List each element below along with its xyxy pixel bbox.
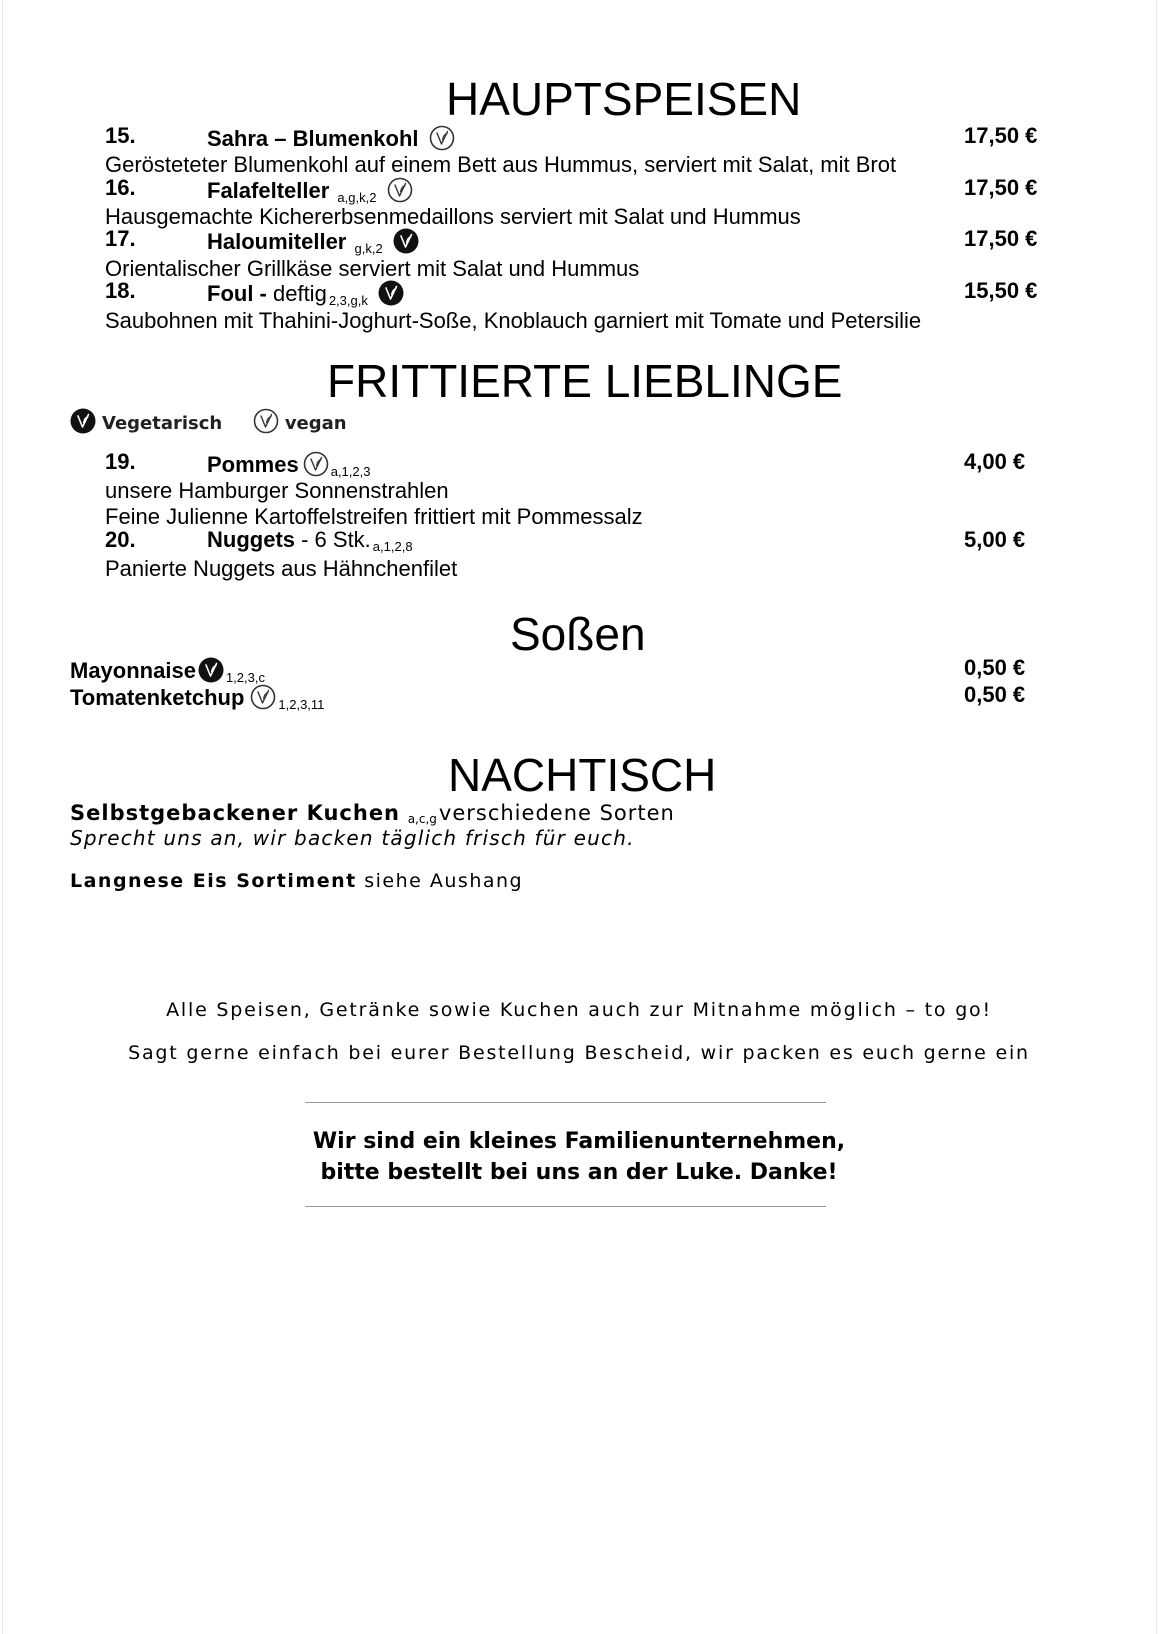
item-description: Panierte Nuggets aus Hähnchenfilet	[105, 556, 458, 581]
diet-legend	[70, 408, 347, 434]
vegetarian-icon	[198, 657, 224, 683]
sauce-item-ketchup	[0, 684, 1158, 712]
item-name-wrapper	[207, 228, 419, 255]
item-price: 5,00 €	[964, 527, 1026, 552]
eis-name: Langnese Eis Sortiment	[70, 870, 357, 892]
item-number: 20.	[105, 527, 136, 552]
item-name-wrapper	[207, 177, 413, 204]
item-price: 4,00 €	[964, 449, 1026, 474]
item-price: 15,50 €	[964, 278, 1038, 303]
divider-top	[305, 1102, 826, 1103]
sauce-name: Tomatenketchup	[70, 685, 245, 710]
sauce-allergens: 1,2,3,11	[278, 697, 325, 712]
item-allergens: a,1,2,8	[372, 539, 413, 554]
item-description: unsere Hamburger Sonnenstrahlen	[105, 478, 449, 503]
item-description: Saubohnen mit Thahini-Joghurt-Soße, Knoblauch garniert mit Tomate und Petersilie	[105, 308, 922, 333]
vegan-icon	[253, 408, 279, 434]
menu-item-19	[0, 451, 1158, 479]
item-allergens: a,g,k,2	[337, 190, 377, 205]
sauce-price: 0,50 €	[964, 655, 1026, 680]
item-number: 18.	[105, 278, 136, 303]
item-allergens: a,1,2,3	[330, 464, 371, 479]
legend-vegan-label: vegan	[284, 413, 347, 434]
sauce-name-wrapper	[70, 657, 265, 684]
vegan-icon	[429, 125, 455, 151]
item-extra: deftig	[266, 281, 327, 306]
item-name: Nuggets	[207, 527, 295, 552]
sauce-item-mayonnaise	[0, 657, 1158, 685]
family-business-note	[0, 1126, 1158, 1188]
item-extra: - 6 Stk.	[295, 527, 371, 552]
item-description: Gerösteteter Blumenkohl auf einem Bett aus Hummus, serviert mit Salat, mit Brot	[105, 152, 897, 177]
item-name-wrapper	[207, 125, 455, 151]
vegan-icon	[303, 451, 329, 477]
item-description: Orientalischer Grillkäse serviert mit Salat und Hummus	[105, 256, 640, 281]
item-name: Sahra – Blumenkohl	[207, 126, 419, 151]
section-title-nachtisch: NACHTISCH	[448, 749, 717, 801]
item-name: Falafelteller	[207, 178, 330, 203]
footer-to-go-note: Alle Speisen, Getränke sowie Kuchen auch zur Mitnahme möglich – to go!	[166, 999, 992, 1021]
dessert-name: Selbstgebackener Kuchen	[70, 801, 401, 825]
item-name-wrapper	[207, 529, 413, 553]
vegetarian-icon	[378, 280, 404, 306]
item-price: 17,50 €	[964, 226, 1038, 251]
item-price: 17,50 €	[964, 123, 1038, 148]
dessert-eis	[70, 870, 523, 892]
item-number: 19.	[105, 449, 136, 474]
divider-bottom	[305, 1206, 826, 1207]
sauce-name: Mayonnaise	[70, 658, 196, 683]
item-allergens: 2,3,g,k	[328, 293, 368, 308]
menu-item-17	[0, 228, 1158, 256]
item-number: 17.	[105, 226, 136, 251]
footer-order-note: Sagt gerne einfach bei eurer Bestellung Bescheid, wir packen es euch gerne ein	[128, 1042, 1030, 1064]
menu-item-20	[0, 529, 1158, 557]
eis-extra: siehe Aushang	[364, 870, 524, 892]
dessert-extra: verschiedene Sorten	[438, 801, 675, 825]
vegetarian-icon	[70, 408, 96, 434]
item-name: Haloumiteller	[207, 229, 347, 254]
menu-item-15	[0, 125, 1158, 153]
dessert-note: Sprecht uns an, wir backen täglich frisch für euch.	[70, 826, 635, 850]
item-name: Pommes	[207, 452, 299, 477]
menu-item-16	[0, 177, 1158, 205]
item-name: Foul -	[207, 281, 267, 306]
sauce-name-wrapper	[70, 684, 324, 711]
vegetarian-icon	[393, 228, 419, 254]
menu-item-18	[0, 280, 1158, 308]
item-description-2: Feine Julienne Kartoffelstreifen frittiert mit Pommessalz	[105, 504, 643, 529]
family-line-2: bitte bestellt bei uns an der Luke. Danke!	[320, 1160, 838, 1185]
dessert-kuchen	[70, 801, 675, 826]
section-title-frittierte: FRITTIERTE LIEBLINGE	[327, 355, 843, 407]
section-title-sossen: Soßen	[510, 608, 646, 660]
family-line-1: Wir sind ein kleines Familienunternehmen,	[312, 1129, 846, 1154]
dessert-allergens: a,c,g	[407, 812, 437, 826]
section-title-hauptspeisen: HAUPTSPEISEN	[446, 73, 802, 125]
item-description: Hausgemachte Kichererbsenmedaillons serviert mit Salat und Hummus	[105, 204, 801, 229]
item-number: 16.	[105, 175, 136, 200]
item-allergens: g,k,2	[354, 241, 383, 256]
item-name-wrapper	[207, 451, 370, 478]
vegan-icon	[250, 684, 276, 710]
vegan-icon	[387, 177, 413, 203]
sauce-allergens: 1,2,3,c	[225, 670, 265, 685]
item-price: 17,50 €	[964, 175, 1038, 200]
sauce-price: 0,50 €	[964, 682, 1026, 707]
legend-vegetarian-label: Vegetarisch	[102, 413, 223, 434]
item-number: 15.	[105, 123, 136, 148]
item-name-wrapper	[207, 280, 404, 307]
